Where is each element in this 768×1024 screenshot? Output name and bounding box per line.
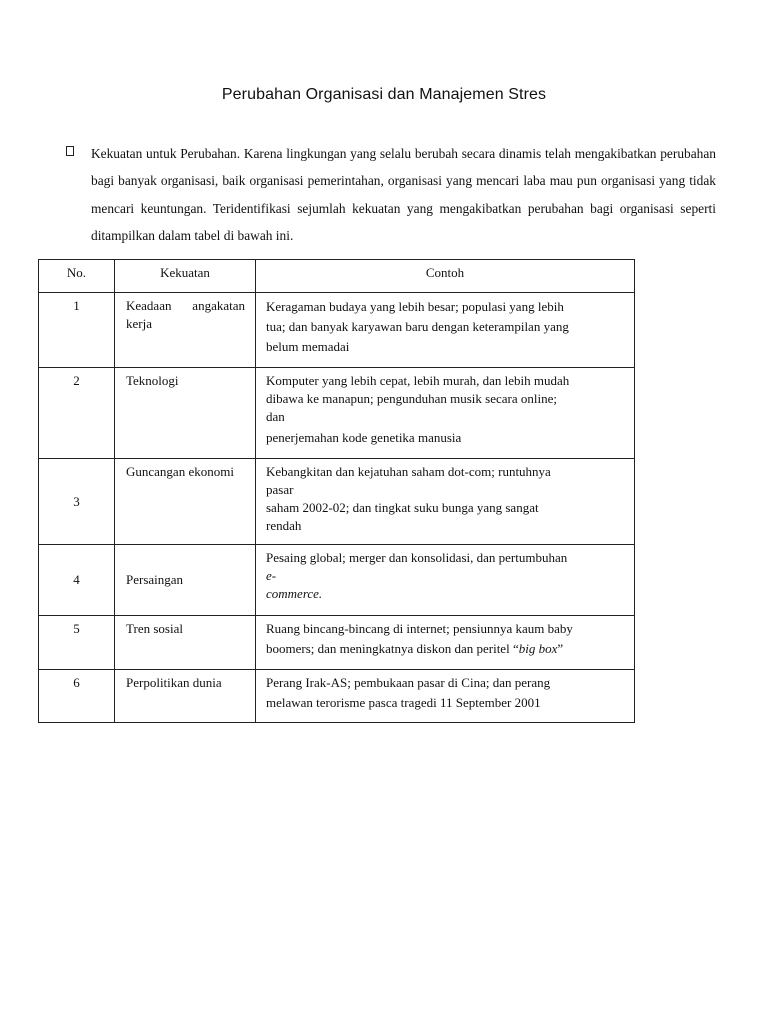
row-number: 5 — [39, 616, 115, 670]
row-force: Tren sosial — [115, 616, 256, 670]
row-force: Perpolitikan dunia — [115, 670, 256, 723]
header-no: No. — [39, 260, 115, 293]
row-force: Persaingan — [115, 545, 256, 616]
row-example: Keragaman budaya yang lebih besar; populasi yang lebih tua; dan banyak karyawan baru dengan keterampilan yang belum memadai — [256, 293, 635, 368]
table-row — [39, 459, 635, 545]
table-row — [39, 616, 635, 670]
intro-text: Kekuatan untuk Perubahan. Karena lingkungan yang selalu berubah secara dinamis telah mengakibatkan perubahan bagi banyak organisasi, baik organisasi pemerintahan, organisasi yang mencari laba mau pun organisasi yang tidak mencari keuntungan. Teridentifikasi sejumlah kekuatan yang mengakibatkan perubahan bagi organisasi seperti ditampilkan dalam tabel di bawah ini. — [91, 146, 716, 243]
forces-table — [38, 259, 635, 723]
row-example: Ruang bincang-bincang di internet; pensiunnya kaum baby boomers; dan meningkatnya diskon dan peritel “big box” — [256, 616, 635, 670]
table-header-row — [39, 260, 635, 293]
row-number: 2 — [39, 368, 115, 459]
row-force: Keadaan angakatan kerja — [115, 293, 256, 368]
page-title: Perubahan Organisasi dan Manajemen Stres — [221, 86, 547, 103]
intro-paragraph — [66, 140, 716, 249]
row-force: Guncangan ekonomi — [115, 459, 256, 545]
row-number: 4 — [39, 545, 115, 616]
row-example: Perang Irak-AS; pembukaan pasar di Cina; dan perang melawan terorisme pasca tragedi 11 September 2001 — [256, 670, 635, 723]
row-number: 6 — [39, 670, 115, 723]
header-kekuatan: Kekuatan — [115, 260, 256, 293]
row-number: 3 — [39, 459, 115, 545]
empty-square-bullet-icon — [66, 146, 74, 156]
table-row — [39, 545, 635, 616]
table-row — [39, 670, 635, 723]
row-example: Komputer yang lebih cepat, lebih murah, dan lebih mudah dibawa ke manapun; pengunduhan musik secara online; dan penerjemahan kode genetika manusia — [256, 368, 635, 459]
row-force: Teknologi — [115, 368, 256, 459]
table-row — [39, 293, 635, 368]
row-example: Kebangkitan dan kejatuhan saham dot-com; runtuhnya pasar saham 2002-02; dan tingkat suku bunga yang sangat rendah — [256, 459, 635, 545]
header-contoh: Contoh — [256, 260, 635, 293]
table-row — [39, 368, 635, 459]
row-example: Pesaing global; merger dan konsolidasi, dan pertumbuhan e- commerce. — [256, 545, 635, 616]
row-number: 1 — [39, 293, 115, 368]
